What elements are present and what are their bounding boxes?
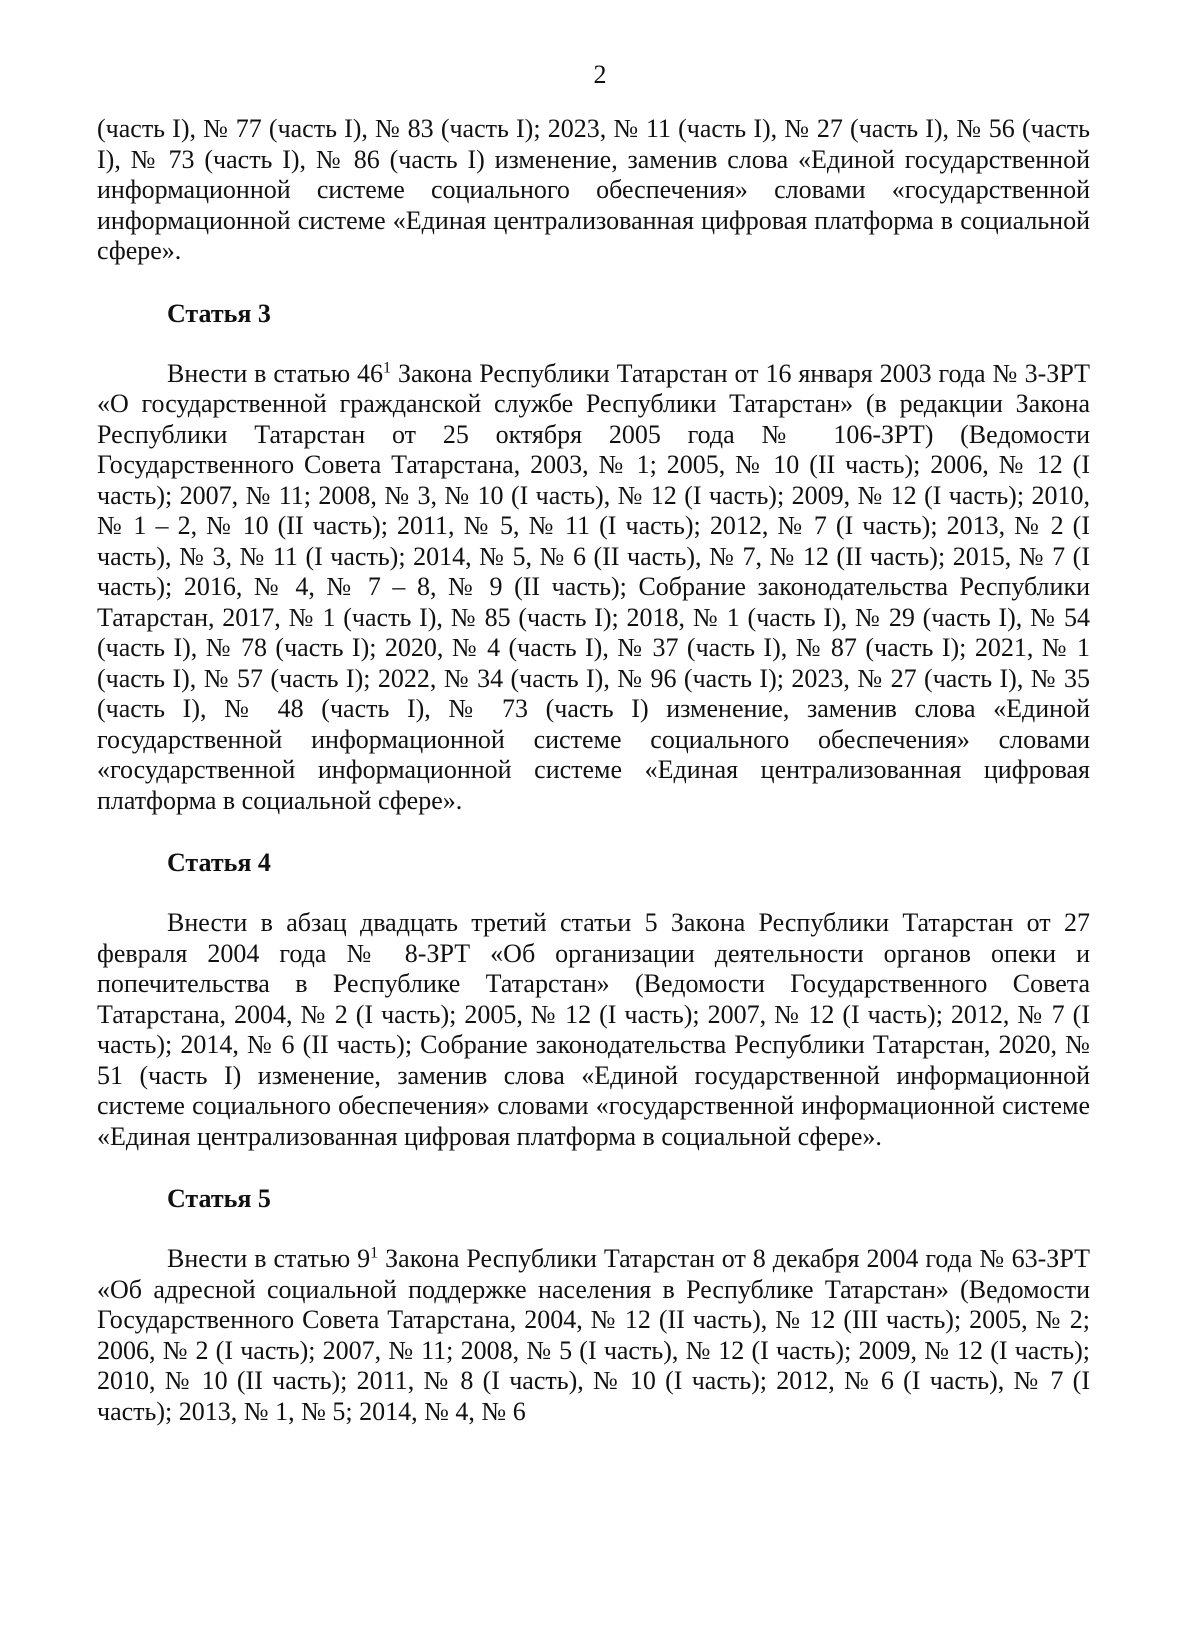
article-3-text-start: Внести в статью 46 xyxy=(167,358,384,388)
spacer xyxy=(97,816,1090,848)
article-4-paragraph: Внести в абзац двадцать третий статьи 5 Закона Республики Татарстан от 27 февраля 2004 года № 8-ЗРТ «Об организации деятельности органов опеки и попечительства в Республике Татарстан» (Ведомости Государственного Совета Татарстана, 2004, № 2 (I часть); 2005, № 12 (I часть); 2007, № 12 (I часть); 2012, № 7 (I часть); 2014, № 6 (II часть); Собрание законодательства Республики Татарстан, 2020, № 51 (часть I) изменение, заменив слова «Единой государственной информационной системе социального обеспечения» словами «государственной информационной системе «Единая централизованная цифровая платформа в социальной сфере». xyxy=(97,908,1090,1151)
spacer xyxy=(97,1214,1090,1244)
document-body xyxy=(97,114,1090,1427)
spacer xyxy=(97,267,1090,299)
article-heading-3: Статья 3 xyxy=(167,298,271,328)
spacer xyxy=(97,1152,1090,1184)
article-heading-5: Статья 5 xyxy=(167,1184,271,1213)
article-3-superscript: 1 xyxy=(383,358,392,376)
article-5-text-start: Внести в статью 9 xyxy=(167,1244,371,1273)
spacer xyxy=(97,329,1090,359)
article-3-paragraph xyxy=(97,359,1090,817)
page-number: 2 xyxy=(593,60,607,89)
spacer xyxy=(97,878,1090,908)
article-5-text-rest: Закона Республики Татарстан от 8 декабря 2004 года № 63-ЗРТ «Об адресной социальной поддержке населения в Республике Татарстан» (Ведомости Государственного Совета Татарстана, 2004, № 12 (II часть), № 12 (III часть); 2005, № 2; 2006, № 2 (I часть); 2007, № 11; 2008, № 5 (I часть), № 12 (I часть); 2009, № 12 (I часть); 2010, № 10 (II часть); 2011, № 8 (I часть), № 10 (I часть); 2012, № 6 (I часть), № 7 (I часть); 2013, № 1, № 5; 2014, № 4, № 6 xyxy=(97,1244,1090,1426)
paragraph-continuation: (часть I), № 77 (часть I), № 83 (часть I); 2023, № 11 (часть I), № 27 (часть I), № 56 (часть I), № 73 (часть I), № 86 (часть I) изменение, заменив слова «Единой государственной информационной системе социального обеспечения» словами «государственной информационной системе «Единая централизованная цифровая платформа в социальной сфере». xyxy=(97,114,1090,265)
article-5-superscript: 1 xyxy=(370,1244,379,1262)
article-heading-4: Статья 4 xyxy=(167,848,271,877)
article-5-paragraph xyxy=(97,1244,1090,1427)
article-3-text-rest: Закона Республики Татарстан от 16 января 2003 года № 3-ЗРТ «О государственной гражданской службе Республики Татарстан» (в редакции Закона Республики Татарстан от 25 октября 2005 года № 106-ЗРТ) (Ведомости Государственного Совета Татарстана, 2003, № 1; 2005, № 10 (II часть); 2006, № 12 (I часть); 2007, № 11; 2008, № 3, № 10 (I часть), № 12 (I часть); 2009, № 12 (I часть); 2010, № 1 – 2, № 10 (II часть); 2011, № 5, № 11 (I часть); 2012, № 7 (I часть); 2013, № 2 (I часть), № 3, № 11 (I часть); 2014, № 5, № 6 (II часть), № 7, № 12 (II часть); 2015, № 7 (I часть); 2016, № 4, № 7 – 8, № 9 (II часть); Собрание законодательства Республики Татарстан, 2017, № 1 (часть I), № 85 (часть I); 2018, № 1 (часть I), № 29 (часть I), № 54 (часть I), № 78 (часть I); 2020, № 4 (часть I), № 37 (часть I), № 87 (часть I); 2021, № 1 (часть I), № 57 (часть I); 2022, № 34 (часть I), № 96 (часть I); 2023, № 27 (часть I), № 35 (часть I), № 48 (часть I), № 73 (часть I) изменение, заменив слова «Единой государственной информационной системе социального обеспечения» словами «государственной информационной системе «Единая централизованная цифровая платформа в социальной сфере». xyxy=(97,358,1090,815)
